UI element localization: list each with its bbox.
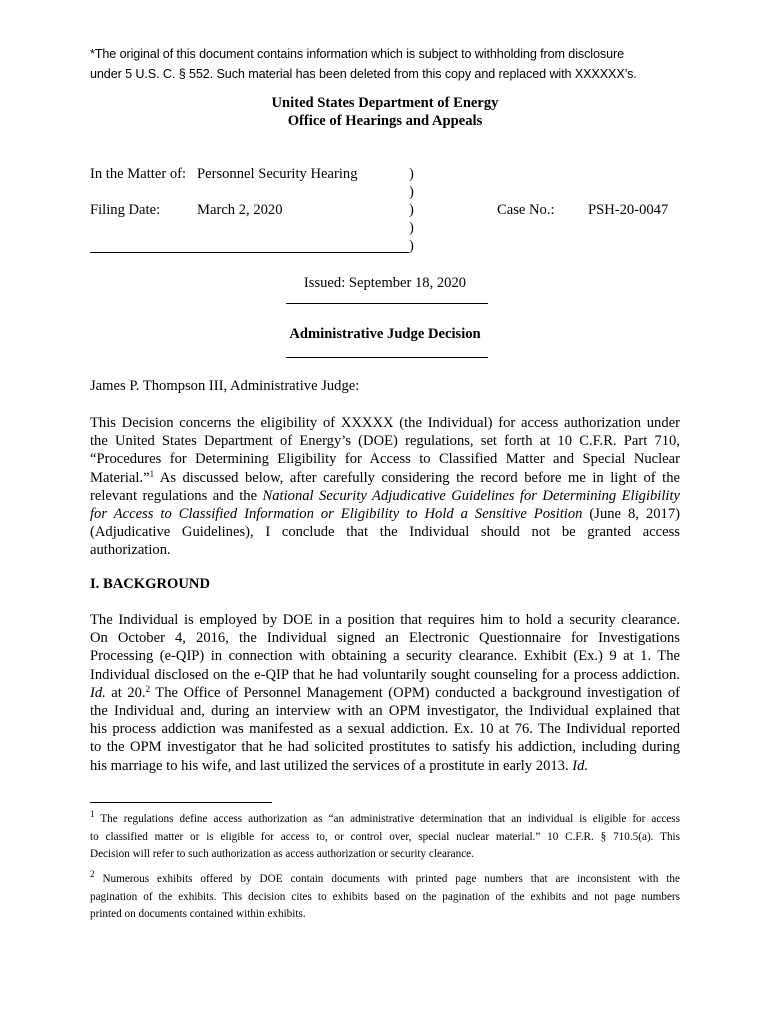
matter-label: In the Matter of: (90, 166, 187, 182)
footnote-1 (90, 811, 680, 864)
background-line: On October 4, 2016, the Individual signed an Electronic Questionnaire for Investigations (90, 630, 680, 647)
notice-line-1: *The original of this document contains information which is subject to withholding from disclosure (90, 47, 624, 61)
footnote-ref-2[interactable]: 2 (145, 683, 151, 694)
filing-date-label: Filing Date: (90, 202, 161, 218)
background-line: Processing (e-QIP) in connection with obtaining a security clearance. Exhibit (Ex.) 9 at 1. The (90, 648, 680, 665)
case-number-value: PSH-20-0047 (588, 202, 669, 218)
filing-date-value: March 2, 2020 (197, 202, 283, 218)
issued-date: Issued: September 18, 2020 (303, 275, 467, 291)
intro-line: for Access to Classified Information or Eligibility to Hold a Sensitive Position (June 8, 2017) (90, 505, 680, 522)
background-line: The Individual is employed by DOE in a position that requires him to hold a security clearance. (90, 612, 680, 628)
background-line: to the OPM investigator that he had solicited prostitutes to satisfy his addiction, including during (90, 739, 680, 756)
section-heading: I. BACKGROUND (90, 576, 210, 592)
caption-paren: ) (409, 238, 414, 254)
footnote-separator (90, 802, 272, 803)
background-paragraph (90, 611, 680, 775)
footnote-line: $^1$ The regulations define access authorization as “an administrative determination that an individual is eligible for access (90, 809, 680, 825)
redaction-notice (90, 44, 690, 84)
title-underline (286, 357, 488, 358)
intro-line: relevant regulations and the National Security Adjudicative Guidelines for Determining Eligibility (90, 487, 680, 504)
intro-line: This Decision concerns the eligibility of XXXXX (the Individual) for access authorization under (90, 415, 680, 431)
caption-paren: ) (409, 166, 414, 182)
background-line: his process addiction was manifested as a sexual addiction. Ex. 10 at 76. The Individual reported (90, 721, 680, 738)
intro-paragraph (90, 414, 680, 560)
issued-underline (286, 303, 488, 304)
guidelines-title: National Security Adjudicative Guidelines for Determining Eligibility (262, 487, 680, 504)
intro-line: the United States Department of Energy’s (DOE) regulations, set forth at 10 C.F.R. Part 710, (90, 433, 680, 450)
notice-line-2: under 5 U.S. C. § 552. Such material has been deleted from this copy and replaced with XXXXXX’s. (90, 67, 637, 81)
background-line: his marriage to his wife, and last utilized the services of a prostitute in early 2013. Id. (90, 757, 589, 774)
agency-name: United States Department of Energy (271, 95, 499, 111)
background-line: Individual disclosed on the e-QIP that he had voluntarily sought counseling for a process addiction. (90, 666, 680, 683)
footnote-line: printed on documents contained within exhibits. (90, 908, 306, 920)
intro-line: Material.”$^1$ As discussed below, after carefully considering the record before me in light of the (90, 468, 680, 486)
footnote-line: $^2$ Numerous exhibits offered by DOE contain documents with printed page numbers that are inconsistent with the (90, 869, 680, 885)
case-number-label: Case No.: (497, 202, 555, 218)
footnote-mark: 1 (90, 809, 95, 819)
footnote-ref-1[interactable]: 1 (149, 468, 155, 479)
matter-value: Personnel Security Hearing (197, 166, 358, 182)
background-line: Id. at 20.$^2$ The Office of Personnel Management (OPM) conducted a background investigation of (90, 683, 680, 701)
caption-paren: ) (409, 184, 414, 200)
footnote-line: Decision will refer to such authorization as access authorization or security clearance. (90, 848, 474, 860)
footnote-line: pagination of the exhibits. This decision cites to exhibits based on the pagination of the exhibits and not page numbers (90, 890, 680, 903)
background-line: the Individual and, during an interview with an OPM investigator, the Individual explained that (90, 702, 680, 719)
intro-line: (Adjudicative Guidelines), I conclude that the Individual should not be granted access (90, 524, 680, 541)
guidelines-title: for Access to Classified Information or Eligibility to Hold a Sensitive Position (90, 505, 583, 522)
office-name: Office of Hearings and Appeals (287, 113, 483, 129)
caption-paren: ) (409, 202, 414, 218)
intro-line: “Procedures for Determining Eligibility for Access to Classified Matter and Special Nuclear (90, 451, 680, 468)
caption-paren: ) (409, 220, 414, 236)
decision-title: Administrative Judge Decision (289, 326, 481, 342)
caption-underline (90, 252, 409, 253)
footnote-2 (90, 871, 680, 924)
judge-line: James P. Thompson III, Administrative Judge: (90, 378, 360, 394)
footnote-mark: 2 (90, 869, 95, 879)
intro-line: authorization. (90, 542, 171, 559)
footnote-line: to classified matter or is eligible for access to, or control over, special nuclear material.” 10 C.F.R. § 710.5(a). This (90, 830, 680, 843)
